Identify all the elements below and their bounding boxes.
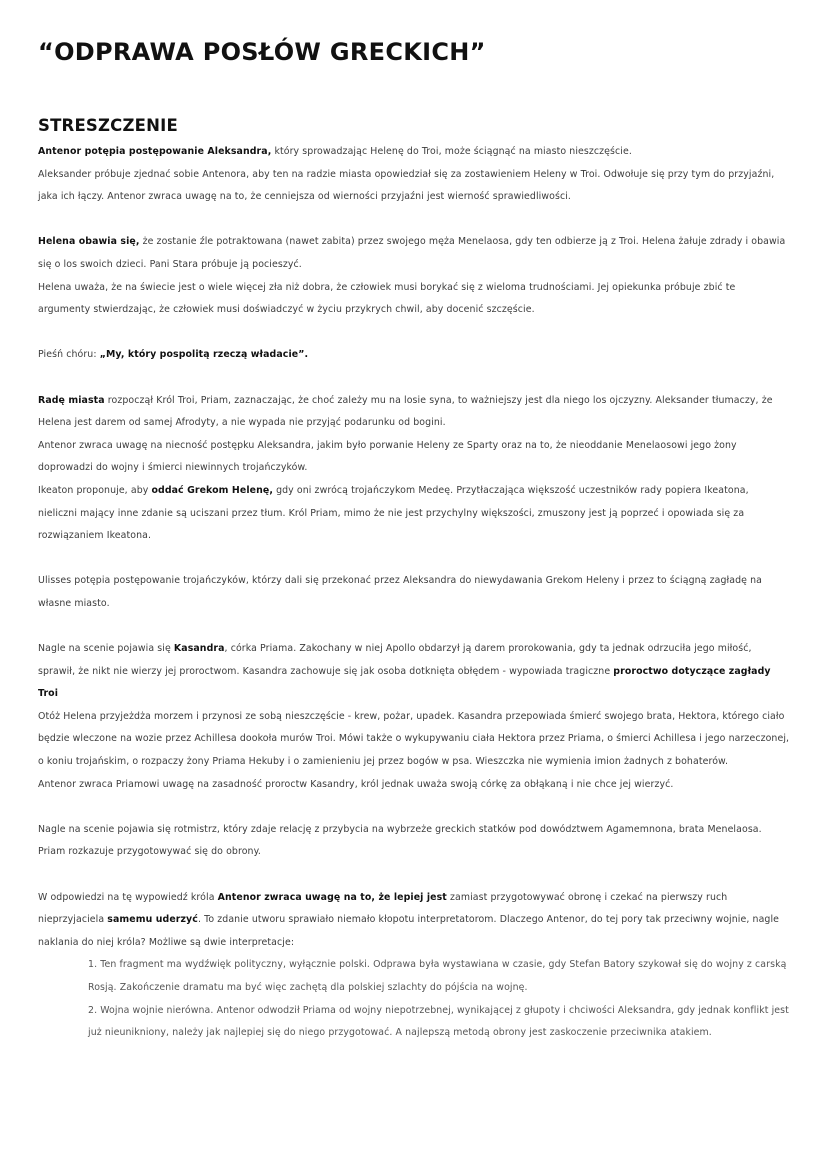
bold-phrase: proroctwo dotyczące zagłady Troi bbox=[38, 665, 771, 700]
paragraph-text: który sprowadzając Helenę do Troi, może ściągnąć na miasto nieszczęście. bbox=[271, 146, 632, 157]
paragraph-10 bbox=[38, 638, 790, 706]
paragraph-4: Helena uważa, że na świecie jest o wiele więcej zła niż dobra, że człowiek musi borykać się z wieloma trudnościami. Jej opiekunka próbuje zbić te argumenty stwierdzając, że człowiek musi doświadczyć w życiu przykrych chwil, aby docenić szczęście. bbox=[38, 281, 736, 316]
paragraph-text: że zostanie źle potraktowana (nawet zabita) przez swojego męża Menelaosa, gdy ten odbierze ją z Troi. Helena żałuje zdrady i obawia się o los swoich dzieci. Pani Stara próbuje ją pocieszyć. bbox=[38, 236, 786, 270]
paragraph-1 bbox=[38, 141, 790, 164]
interpretation-item: 1. Ten fragment ma wydźwięk polityczny, wyłącznie polski. Odprawa była wystawiana w czasie, gdy Stefan Batory szykował się do wojny z carską Rosją. Zakończenie dramatu ma być więc zachętą dla polskiej szlachty do pójścia na wojnę. bbox=[88, 959, 787, 993]
paragraph-text: W odpowiedzi na tę wypowiedź króla bbox=[38, 891, 218, 903]
bold-phrase: Radę miasta bbox=[38, 394, 105, 406]
paragraph-14 bbox=[38, 887, 790, 955]
bold-phrase: Antenor zwraca uwagę na to, że lepiej jest bbox=[217, 891, 447, 903]
bold-phrase: Antenor potępia postępowanie Aleksandra, bbox=[38, 146, 272, 157]
summary-body bbox=[38, 141, 790, 1045]
paragraph-7: Antenor zwraca uwagę na niecność postępku Aleksandra, jakim było porwanie Heleny ze Sparty oraz na to, że nieoddanie Menelaosowi jego żony doprowadzi do wojny i śmierci niewinnych trojańczyków. bbox=[38, 439, 737, 474]
interpretation-item: 2. Wojna wojnie nierówna. Antenor odwodził Priama od wojny niepotrzebnej, wynikającej z głupoty i chciwości Aleksandra, gdy jednak konflikt jest już nieunikniony, należy jak najlepiej się do niego przygotować. A najlepszą metodą obrony jest zaskoczenie przeciwnika atakiem. bbox=[88, 1004, 789, 1039]
paragraph-13: Nagle na scenie pojawia się rotmistrz, który zdaje relację z przybycia na wybrzeże greckich statków pod dowództwem Agamemnona, brata Menelaosa. Priam rozkazuje przygotowywać się do obrony. bbox=[38, 823, 762, 858]
paragraph-text: gdy oni zwrócą trojańczykom Medeę. Przytłaczająca większość uczestników rady popiera Ikeatona, nieliczni mający inne zdanie są uciszani przez tłum. Król Priam, mimo że nie jest przychylny większości, zmuszony jest ją poprzeć i opowiada się za rozwiązaniem Ikeatona. bbox=[38, 484, 749, 542]
bold-phrase: Kasandra bbox=[173, 643, 225, 655]
paragraph-text: Nagle na scenie pojawia się bbox=[38, 643, 174, 655]
paragraph-9: Ulisses potępia postępowanie trojańczyków, którzy dali się przekonać przez Aleksandra do niewydawania Grekom Heleny i przez to ściągną zagładę na własne miasto. bbox=[38, 575, 762, 609]
bold-phrase: oddać Grekom Helenę, bbox=[151, 484, 273, 496]
paragraph-2: Aleksander próbuje zjednać sobie Antenora, aby ten na radzie miasta opowiedział się za zostawieniem Heleny w Troi. Odwołuje się przy tym do przyjaźni, jaka ich łączy. Antenor zwraca uwagę na to, że cenniejsza od wierności przyjaźni jest wierność sprawiedliwości. bbox=[38, 168, 775, 203]
page-title: “ODPRAWA POSŁÓW GRECKICH” bbox=[38, 38, 486, 66]
paragraph-5 bbox=[38, 344, 790, 367]
paragraph-text: Ikeaton proponuje, aby bbox=[38, 484, 152, 496]
paragraph-text: , córka Priama. Zakochany w niej Apollo obdarzył ją darem prorokowania, gdy ta jednak odrzuciła jego miłość, sprawił, że nikt nie wierzy jej proroctwom. Kasandra zachowuje się jak osoba dotknięta obłędem - wypowiada tragiczne bbox=[38, 643, 752, 677]
paragraph-text: rozpoczął Król Troi, Priam, zaznaczając, że choć zależy mu na losie syna, to ważniejszy jest dla niego los ojczyzny. Aleksander tłumaczy, że Helena jest darem od samej Afrodyty, a nie wypada nie przyjąć podarunku od bogini. bbox=[38, 394, 773, 429]
paragraph-6 bbox=[38, 390, 790, 435]
section-heading: STRESZCZENIE bbox=[38, 116, 178, 135]
bold-phrase: samemu uderzyć bbox=[107, 914, 198, 926]
bold-phrase: Helena obawia się, bbox=[38, 236, 140, 248]
paragraph-8 bbox=[38, 480, 790, 548]
paragraph-text: zamiast przygotowywać obronę i czekać na pierwszy ruch nieprzyjaciela bbox=[38, 891, 728, 926]
bold-phrase: „My, który pospolitą rzeczą władacie”. bbox=[99, 349, 309, 361]
paragraph-3 bbox=[38, 231, 790, 276]
interpretation-list bbox=[88, 954, 790, 1044]
paragraph-text: . To zdanie utworu sprawiało niemało kłopotu interpretatorom. Dlaczego Antenor, do tej pory tak przeciwny wojnie, nagle naklania do niej króla? Możliwe są dwie interpretacje: bbox=[38, 914, 780, 948]
paragraph-12: Antenor zwraca Priamowi uwagę na zasadność proroctw Kasandry, król jednak uważa swoją córkę za obłąkaną i nie chce jej wierzyć. bbox=[38, 778, 674, 790]
paragraph-11: Otóż Helena przyjeżdża morzem i przynosi ze sobą nieszczęście - krew, pożar, upadek. Kasandra przepowiada śmierć swojego brata, Hektora, którego ciało będzie wleczone na wozie przez Achillesa dookoła murów Troi. Mówi także o wykupywaniu ciała Hektora przez Priama, o śmierci Achillesa i jego narzeczonej, o koniu trojańskim, o rozpaczy żony Priama Hekuby i o zamienieniu jej przez bogów w psa. Wieszczka nie wymienia imion żadnych z bohaterów. bbox=[38, 710, 790, 768]
paragraph-text: Pieśń chóru: bbox=[38, 349, 100, 361]
